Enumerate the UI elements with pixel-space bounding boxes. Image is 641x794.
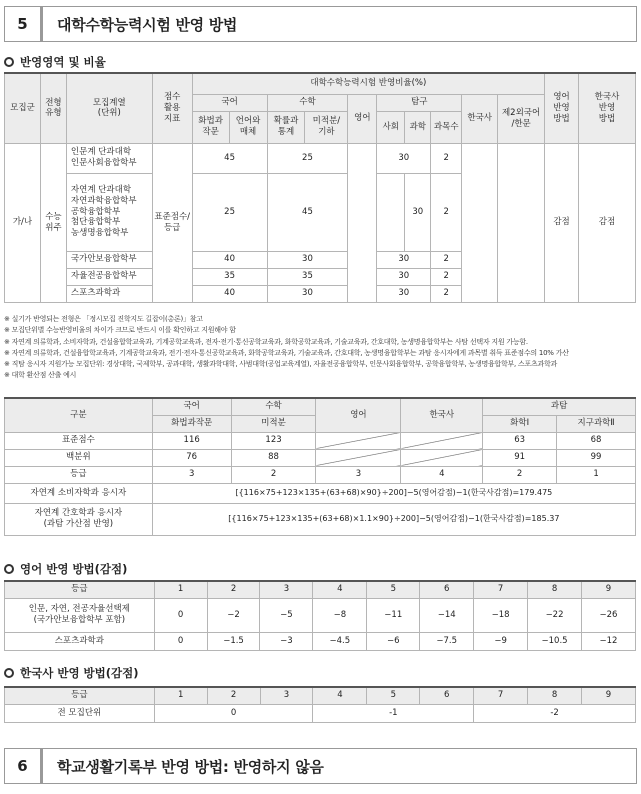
subsection-title: 영어 반영 방법(감점) <box>20 562 128 576</box>
row-label: 스포츠과학과 <box>5 632 155 650</box>
calc-formula: [{116×75+123×135+(63+68)×90}÷200]−5(영어감점)−1(한국사감점)=179.475 <box>152 483 635 503</box>
value-cell: −12 <box>582 632 636 650</box>
calc-label: 자연계 소비자학과 응시자 <box>5 483 153 503</box>
value-cell: −7.5 <box>420 632 474 650</box>
col-group: 모집군 <box>5 73 41 143</box>
col-i2: 과학 <box>405 111 431 143</box>
value-cell: −5 <box>260 598 313 632</box>
value-cell: −3 <box>260 632 313 650</box>
note-item: ※ 대학 환산점 산출 예시 <box>4 371 77 380</box>
section-number: 5 <box>4 6 40 42</box>
col-inq2: 지구과학Ⅱ <box>557 415 636 432</box>
col-category: 구분 <box>5 398 153 432</box>
col-korean-sub: 화법과작문 <box>152 415 231 432</box>
korean-cell: 76 <box>152 449 231 466</box>
grade-header: 3 <box>260 687 313 704</box>
math-cell: 30 <box>267 251 348 268</box>
math-cell: 123 <box>231 432 316 449</box>
col-i3: 과목수 <box>431 111 462 143</box>
history-cell-empty <box>401 449 483 466</box>
korean-cell: 116 <box>152 432 231 449</box>
grade-header: 7 <box>474 581 528 598</box>
grade-header: 4 <box>313 581 367 598</box>
col-math-sub: 미적분 <box>231 415 316 432</box>
inquiry-cell: 30 <box>377 285 431 302</box>
value-cell: -1 <box>313 704 474 722</box>
inquiry-cell: 30 <box>377 143 431 173</box>
col-english: 영어 <box>316 398 401 432</box>
table-row <box>5 143 636 173</box>
inquiry-cell: 30 <box>377 268 431 285</box>
grade-header: 3 <box>260 581 313 598</box>
col-m2: 미적분/ 기하 <box>305 111 348 143</box>
col-inquiry: 탐구 <box>377 94 462 111</box>
value-cell: 0 <box>154 598 207 632</box>
note-item: ※ 모집단위별 수능반영비율의 차이가 크므로 반드시 이를 확인하고 지원해야 함 <box>4 326 236 335</box>
value-cell: −1.5 <box>207 632 260 650</box>
count-cell: 2 <box>431 285 462 302</box>
section-title: 대학수학능력시험 반영 방법 <box>40 6 637 42</box>
value-cell: −2 <box>207 598 260 632</box>
col-k2: 언어와 매체 <box>229 111 267 143</box>
table-row <box>5 704 636 722</box>
table-row <box>5 632 636 650</box>
inq2-cell: 99 <box>557 449 636 466</box>
note-item: ※ 자연계 의류학과, 건설융합학교육과, 기계공학교육과, 전기·전자·통신공학교육과, 화학공학교육과, 기술교육과, 간호대학, 농생명융합학부는 과탐 응시자에게 과목별 취득 표준점수의 10% 가산 <box>4 348 569 357</box>
inquiry-cell: 30 <box>405 173 431 251</box>
col-history-method: 한국사 반영 방법 <box>579 73 636 143</box>
row-label: 등급 <box>5 466 153 483</box>
row-label: 표준점수 <box>5 432 153 449</box>
grade-header: 9 <box>581 687 635 704</box>
circle-bullet-icon <box>4 564 14 574</box>
calc-label: 자연계 간호학과 응시자 (과탐 가산점 반영) <box>5 503 153 535</box>
value-cell: -2 <box>474 704 636 722</box>
col-csat-ratio: 대학수학능력시험 반영비율(%) <box>192 73 544 94</box>
col-english: 영어 <box>348 94 377 143</box>
notes-list <box>4 314 636 382</box>
korean-cell: 3 <box>152 466 231 483</box>
english-table <box>4 580 636 651</box>
inquiry-cell: 30 <box>377 251 431 268</box>
history-table <box>4 686 636 723</box>
grade-header: 4 <box>313 687 367 704</box>
col-history: 한국사 <box>401 398 483 432</box>
math-cell: 2 <box>231 466 316 483</box>
grade-header: 9 <box>582 581 636 598</box>
col-grade: 등급 <box>5 687 155 704</box>
grade-header: 2 <box>207 581 260 598</box>
table-row <box>5 483 636 503</box>
korean-cell: 35 <box>192 268 267 285</box>
subsection-title: 반영영역 및 비율 <box>20 55 106 69</box>
korean-cell: 40 <box>192 251 267 268</box>
subsection-ratio-header <box>4 54 106 70</box>
field-cell: 자율전공융합학부 <box>66 268 152 285</box>
history-cell <box>462 143 498 302</box>
value-cell: −26 <box>582 598 636 632</box>
col-inquiry: 과탐 <box>483 398 636 415</box>
second-lang-cell <box>498 143 545 302</box>
row-label: 인문, 자연, 전공자율선택제 (국가안보융합학부 포함) <box>5 598 155 632</box>
circle-bullet-icon <box>4 57 14 67</box>
subsection-title: 한국사 반영 방법(감점) <box>20 666 139 680</box>
field-cell: 스포츠과학과 <box>66 285 152 302</box>
ratio-table <box>4 72 636 303</box>
col-i1: 사회 <box>377 111 405 143</box>
count-cell: 2 <box>431 173 462 251</box>
math-cell: 88 <box>231 449 316 466</box>
example-table <box>4 397 636 536</box>
note-item: ※ 직탐 응시자 지원가능 모집단위: 경상대학, 국제학부, 공과대학, 생활과학대학, 사범대학(공업교육계열), 자율전공융합학부, 인문사회융합학부, 공학융합학부, 농생명융합학부, 스포츠과학과 <box>4 360 558 369</box>
count-cell: 2 <box>431 143 462 173</box>
score-index-cell: 표준점수/ 등급 <box>152 143 192 302</box>
table-row <box>5 432 636 449</box>
value-cell: 0 <box>154 632 207 650</box>
subsection-history-header <box>4 665 139 681</box>
col-history: 한국사 <box>462 94 498 143</box>
value-cell: 0 <box>154 704 313 722</box>
value-cell: −4.5 <box>313 632 367 650</box>
grade-header: 5 <box>367 687 420 704</box>
col-type: 전형 유형 <box>40 73 66 143</box>
field-cell: 자연계 단과대학 자연과학융합학부 공학융합학부 첨단융합학부 농생명융합학부 <box>66 173 152 251</box>
section-5-header <box>4 6 637 42</box>
math-cell: 25 <box>267 143 348 173</box>
count-cell: 2 <box>431 251 462 268</box>
history-cell-empty <box>401 432 483 449</box>
grade-header: 6 <box>420 581 474 598</box>
table-row <box>5 503 636 535</box>
row-label: 백분위 <box>5 449 153 466</box>
table-row <box>5 449 636 466</box>
col-m1: 확률과 통계 <box>267 111 305 143</box>
math-cell: 45 <box>267 173 348 251</box>
subsection-english-header <box>4 561 127 577</box>
grade-header: 2 <box>207 687 260 704</box>
table-row <box>5 466 636 483</box>
value-cell: −22 <box>528 598 582 632</box>
english-cell-empty <box>316 449 401 466</box>
col-score-index: 점수 활용 지표 <box>152 73 192 143</box>
inq1-cell: 91 <box>483 449 557 466</box>
history-cell: 4 <box>401 466 483 483</box>
korean-cell: 40 <box>192 285 267 302</box>
math-cell: 30 <box>267 285 348 302</box>
grade-header: 6 <box>420 687 474 704</box>
circle-bullet-icon <box>4 668 14 678</box>
english-method-cell: 감점 <box>545 143 579 302</box>
col-inq1: 화학Ⅰ <box>483 415 557 432</box>
col-korean: 국어 <box>152 398 231 415</box>
col-grade: 등급 <box>5 581 155 598</box>
korean-cell: 25 <box>192 173 267 251</box>
col-math: 수학 <box>231 398 316 415</box>
english-cell: 3 <box>316 466 401 483</box>
group-cell: 가/나 <box>5 143 41 302</box>
inq1-cell: 2 <box>483 466 557 483</box>
col-second-lang: 제2외국어 /한문 <box>498 94 545 143</box>
social-cell <box>377 173 405 251</box>
calc-formula: [{116×75+123×135+(63+68)×1.1×90}÷200]−5(영어감점)−1(한국사감점)=185.37 <box>152 503 635 535</box>
note-item: ※ 실기가 반영되는 전형은 「정시모집 진학지도 길잡이(총론)」참고 <box>4 315 203 323</box>
col-math: 수학 <box>267 94 348 111</box>
history-method-cell: 감점 <box>579 143 636 302</box>
field-cell: 인문계 단과대학 인문사회융합학부 <box>66 143 152 173</box>
inq2-cell: 1 <box>557 466 636 483</box>
english-cell <box>348 143 377 302</box>
row-label: 전 모집단위 <box>5 704 155 722</box>
inq1-cell: 63 <box>483 432 557 449</box>
grade-header: 8 <box>528 581 582 598</box>
grade-header: 5 <box>367 581 420 598</box>
col-k1: 화법과 작문 <box>192 111 229 143</box>
english-cell-empty <box>316 432 401 449</box>
section-number: 6 <box>4 748 40 784</box>
math-cell: 35 <box>267 268 348 285</box>
grade-header: 1 <box>154 581 207 598</box>
type-cell: 수능 위주 <box>40 143 66 302</box>
grade-header: 8 <box>528 687 582 704</box>
col-english-method: 영어 반영 방법 <box>545 73 579 143</box>
value-cell: −14 <box>420 598 474 632</box>
inq2-cell: 68 <box>557 432 636 449</box>
section-6-header <box>4 748 637 784</box>
korean-cell: 45 <box>192 143 267 173</box>
note-item: ※ 자연계 의류학과, 소비자학과, 건설융합학교육과, 기계공학교육과, 전자·전기·통신공학교육과, 화학공학교육과, 기술교육과, 간호대학, 농생명융합학부는 사탐 선택자 지원 가능함. <box>4 337 528 346</box>
value-cell: −9 <box>474 632 528 650</box>
field-cell: 국가안보융합학부 <box>66 251 152 268</box>
value-cell: −18 <box>474 598 528 632</box>
value-cell: −6 <box>367 632 420 650</box>
section-title: 학교생활기록부 반영 방법: 반영하지 않음 <box>40 748 637 784</box>
value-cell: −11 <box>367 598 420 632</box>
grade-header: 7 <box>474 687 528 704</box>
col-field: 모집계열 (단위) <box>66 73 152 143</box>
col-korean: 국어 <box>192 94 267 111</box>
value-cell: −10.5 <box>528 632 582 650</box>
value-cell: −8 <box>313 598 367 632</box>
table-row <box>5 598 636 632</box>
grade-header: 1 <box>154 687 207 704</box>
count-cell: 2 <box>431 268 462 285</box>
